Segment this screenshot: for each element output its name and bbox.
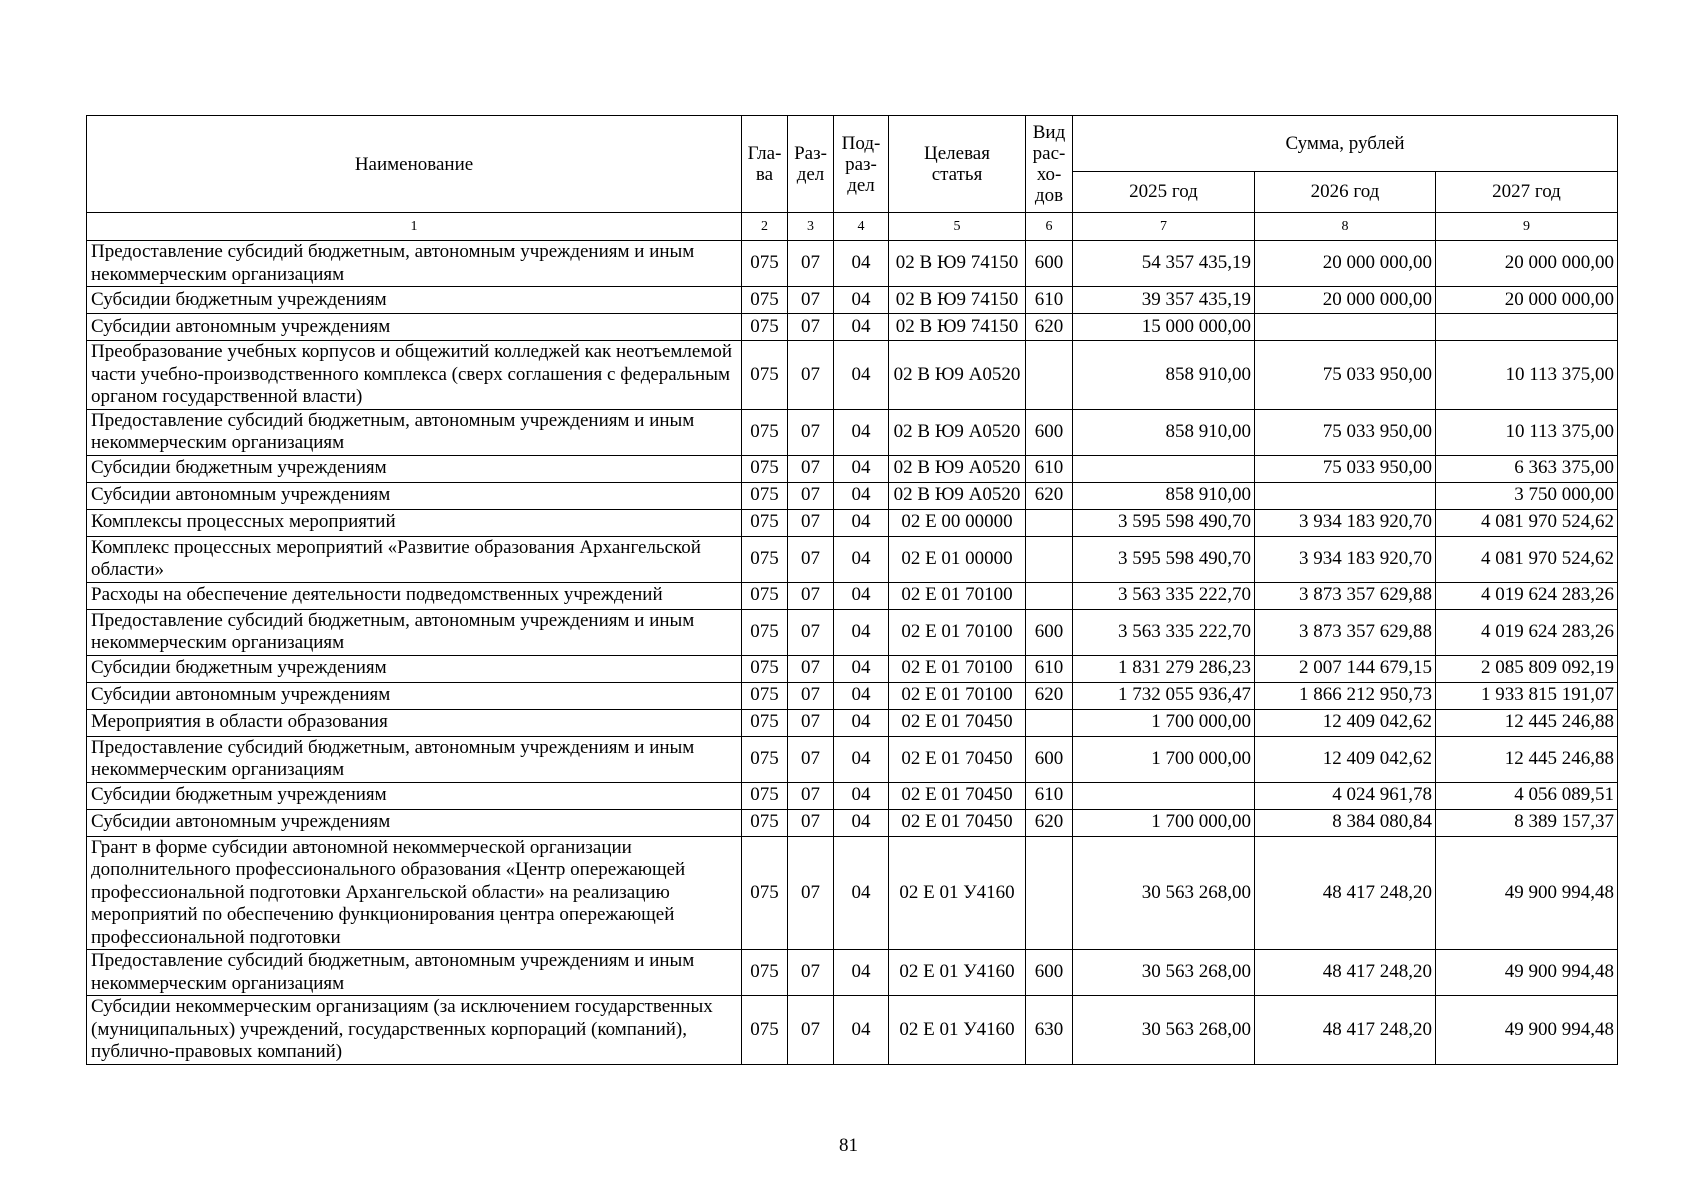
header-name: Наименование [87,116,742,213]
row-amount-2025: 30 563 268,00 [1073,996,1255,1065]
table-row [87,287,1618,314]
row-amount-2025: 1 700 000,00 [1073,736,1255,782]
row-amount-2025: 1 700 000,00 [1073,809,1255,836]
row-amount-2026 [1255,314,1436,341]
row-amount-2027: 4 019 624 283,26 [1436,582,1618,609]
column-number: 2 [742,213,788,241]
row-expense-type: 610 [1026,287,1073,314]
row-name: Субсидии автономным учреждениям [87,314,742,341]
row-amount-2027: 10 113 375,00 [1436,409,1618,455]
row-razdel: 07 [788,609,834,655]
row-amount-2027: 20 000 000,00 [1436,241,1618,287]
row-expense-type: 620 [1026,809,1073,836]
table-row [87,996,1618,1065]
row-podrazdel: 04 [834,950,889,996]
row-name: Мероприятия в области образования [87,709,742,736]
row-amount-2026: 4 024 961,78 [1255,782,1436,809]
table-row [87,609,1618,655]
row-podrazdel: 04 [834,536,889,582]
row-razdel: 07 [788,241,834,287]
row-amount-2027: 49 900 994,48 [1436,836,1618,950]
row-name: Предоставление субсидий бюджетным, автономным учреждениям и иным некоммерческим организациям [87,950,742,996]
row-amount-2026: 48 417 248,20 [1255,950,1436,996]
row-target-article: 02 В Ю9 А0520 [889,341,1026,410]
row-target-article: 02 Е 00 00000 [889,509,1026,536]
row-amount-2026: 12 409 042,62 [1255,709,1436,736]
table-row [87,455,1618,482]
row-target-article: 02 В Ю9 74150 [889,287,1026,314]
table-row [87,809,1618,836]
row-target-article: 02 Е 01 У4160 [889,836,1026,950]
header-glava: Гла- ва [742,116,788,213]
row-name: Субсидии автономным учреждениям [87,809,742,836]
row-amount-2025: 30 563 268,00 [1073,836,1255,950]
table-row [87,341,1618,410]
row-amount-2026: 1 866 212 950,73 [1255,682,1436,709]
row-amount-2026: 75 033 950,00 [1255,455,1436,482]
row-podrazdel: 04 [834,509,889,536]
row-razdel: 07 [788,809,834,836]
row-amount-2026: 3 934 183 920,70 [1255,536,1436,582]
row-razdel: 07 [788,509,834,536]
row-expense-type: 600 [1026,241,1073,287]
table-row [87,655,1618,682]
row-glava: 075 [742,482,788,509]
row-amount-2026: 48 417 248,20 [1255,996,1436,1065]
column-number: 7 [1073,213,1255,241]
table-row [87,241,1618,287]
row-target-article: 02 Е 01 70450 [889,809,1026,836]
row-amount-2025 [1073,782,1255,809]
row-podrazdel: 04 [834,287,889,314]
header-year-2026: 2026 год [1255,172,1436,213]
row-expense-type: 620 [1026,482,1073,509]
row-amount-2025: 39 357 435,19 [1073,287,1255,314]
row-name: Субсидии некоммерческим организациям (за исключением государственных (муниципальных) учреждений, государственных корпораций (компаний), публично-правовых компаний) [87,996,742,1065]
row-expense-type: 610 [1026,455,1073,482]
row-target-article: 02 В Ю9 А0520 [889,409,1026,455]
row-amount-2027: 49 900 994,48 [1436,950,1618,996]
row-amount-2026: 3 873 357 629,88 [1255,582,1436,609]
row-amount-2025: 3 595 598 490,70 [1073,509,1255,536]
row-amount-2026: 75 033 950,00 [1255,341,1436,410]
row-razdel: 07 [788,482,834,509]
row-glava: 075 [742,709,788,736]
budget-table [86,115,1618,1065]
table-row [87,409,1618,455]
row-amount-2027: 10 113 375,00 [1436,341,1618,410]
row-name: Субсидии бюджетным учреждениям [87,655,742,682]
table-row [87,836,1618,950]
row-target-article: 02 Е 01 У4160 [889,950,1026,996]
row-name: Предоставление субсидий бюджетным, автономным учреждениям и иным некоммерческим организациям [87,736,742,782]
row-expense-type: 600 [1026,736,1073,782]
row-razdel: 07 [788,536,834,582]
column-number: 9 [1436,213,1618,241]
header-target-article: Целевая статья [889,116,1026,213]
row-amount-2027: 3 750 000,00 [1436,482,1618,509]
row-name: Предоставление субсидий бюджетным, автономным учреждениям и иным некоммерческим организациям [87,241,742,287]
row-expense-type: 600 [1026,409,1073,455]
row-amount-2026: 8 384 080,84 [1255,809,1436,836]
row-target-article: 02 Е 01 70100 [889,655,1026,682]
row-podrazdel: 04 [834,996,889,1065]
header-podrazdel: Под- раз- дел [834,116,889,213]
row-expense-type [1026,536,1073,582]
row-podrazdel: 04 [834,241,889,287]
row-amount-2025: 3 563 335 222,70 [1073,609,1255,655]
row-name: Комплекс процессных мероприятий «Развитие образования Архангельской области» [87,536,742,582]
row-expense-type [1026,341,1073,410]
table-row [87,709,1618,736]
row-amount-2025: 3 563 335 222,70 [1073,582,1255,609]
row-glava: 075 [742,682,788,709]
row-podrazdel: 04 [834,409,889,455]
row-amount-2027: 4 019 624 283,26 [1436,609,1618,655]
row-expense-type: 620 [1026,314,1073,341]
row-podrazdel: 04 [834,582,889,609]
row-glava: 075 [742,287,788,314]
row-razdel: 07 [788,782,834,809]
row-expense-type: 600 [1026,609,1073,655]
row-podrazdel: 04 [834,736,889,782]
row-amount-2026: 2 007 144 679,15 [1255,655,1436,682]
row-razdel: 07 [788,836,834,950]
row-amount-2025 [1073,455,1255,482]
row-amount-2025: 858 910,00 [1073,482,1255,509]
row-razdel: 07 [788,996,834,1065]
row-amount-2027: 12 445 246,88 [1436,736,1618,782]
row-podrazdel: 04 [834,809,889,836]
header-year-2025: 2025 год [1073,172,1255,213]
header-razdel: Раз- дел [788,116,834,213]
row-podrazdel: 04 [834,836,889,950]
row-glava: 075 [742,809,788,836]
row-razdel: 07 [788,582,834,609]
row-name: Субсидии бюджетным учреждениям [87,455,742,482]
row-podrazdel: 04 [834,709,889,736]
row-amount-2025: 15 000 000,00 [1073,314,1255,341]
row-podrazdel: 04 [834,314,889,341]
row-razdel: 07 [788,314,834,341]
row-amount-2027: 4 056 089,51 [1436,782,1618,809]
table-row [87,736,1618,782]
row-glava: 075 [742,455,788,482]
row-amount-2027: 1 933 815 191,07 [1436,682,1618,709]
row-expense-type: 620 [1026,682,1073,709]
header-expense-type: Вид рас- хо- дов [1026,116,1073,213]
row-name: Расходы на обеспечение деятельности подведомственных учреждений [87,582,742,609]
row-amount-2025: 1 700 000,00 [1073,709,1255,736]
row-target-article: 02 В Ю9 74150 [889,314,1026,341]
row-target-article: 02 В Ю9 74150 [889,241,1026,287]
row-amount-2026 [1255,482,1436,509]
row-amount-2026: 12 409 042,62 [1255,736,1436,782]
row-name: Комплексы процессных мероприятий [87,509,742,536]
row-amount-2026: 20 000 000,00 [1255,241,1436,287]
table-row [87,950,1618,996]
row-target-article: 02 Е 01 70100 [889,609,1026,655]
row-razdel: 07 [788,341,834,410]
row-razdel: 07 [788,455,834,482]
row-glava: 075 [742,609,788,655]
column-number: 4 [834,213,889,241]
row-glava: 075 [742,996,788,1065]
row-amount-2025: 858 910,00 [1073,409,1255,455]
table-row [87,582,1618,609]
row-podrazdel: 04 [834,609,889,655]
table-row [87,482,1618,509]
row-razdel: 07 [788,709,834,736]
row-podrazdel: 04 [834,455,889,482]
row-razdel: 07 [788,682,834,709]
row-target-article: 02 Е 01 70450 [889,782,1026,809]
row-name: Субсидии бюджетным учреждениям [87,782,742,809]
row-amount-2027: 4 081 970 524,62 [1436,509,1618,536]
row-amount-2025: 1 732 055 936,47 [1073,682,1255,709]
row-name: Предоставление субсидий бюджетным, автономным учреждениям и иным некоммерческим организациям [87,609,742,655]
row-amount-2026: 3 873 357 629,88 [1255,609,1436,655]
column-numbers-row [87,213,1618,241]
page-number: 81 [839,1135,858,1156]
row-glava: 075 [742,536,788,582]
row-target-article: 02 Е 01 70450 [889,709,1026,736]
row-target-article: 02 В Ю9 А0520 [889,482,1026,509]
row-glava: 075 [742,950,788,996]
column-number: 1 [87,213,742,241]
table-body [87,241,1618,1065]
row-expense-type: 600 [1026,950,1073,996]
row-glava: 075 [742,409,788,455]
row-razdel: 07 [788,409,834,455]
row-podrazdel: 04 [834,482,889,509]
row-glava: 075 [742,341,788,410]
row-razdel: 07 [788,655,834,682]
header-sum: Сумма, рублей [1073,116,1618,172]
row-target-article: 02 В Ю9 А0520 [889,455,1026,482]
row-razdel: 07 [788,950,834,996]
row-amount-2026: 48 417 248,20 [1255,836,1436,950]
row-amount-2025: 858 910,00 [1073,341,1255,410]
row-expense-type [1026,709,1073,736]
row-amount-2025: 1 831 279 286,23 [1073,655,1255,682]
row-target-article: 02 Е 01 00000 [889,536,1026,582]
row-name: Субсидии автономным учреждениям [87,482,742,509]
row-glava: 075 [742,582,788,609]
row-target-article: 02 Е 01 70450 [889,736,1026,782]
row-name: Субсидии бюджетным учреждениям [87,287,742,314]
row-expense-type [1026,582,1073,609]
row-amount-2026: 20 000 000,00 [1255,287,1436,314]
row-amount-2027: 6 363 375,00 [1436,455,1618,482]
row-amount-2027: 20 000 000,00 [1436,287,1618,314]
row-razdel: 07 [788,287,834,314]
row-expense-type: 630 [1026,996,1073,1065]
row-amount-2025: 30 563 268,00 [1073,950,1255,996]
row-podrazdel: 04 [834,782,889,809]
column-number: 8 [1255,213,1436,241]
row-glava: 075 [742,736,788,782]
table-row [87,682,1618,709]
row-glava: 075 [742,782,788,809]
row-glava: 075 [742,314,788,341]
row-target-article: 02 Е 01 70100 [889,582,1026,609]
table-row [87,314,1618,341]
row-glava: 075 [742,509,788,536]
row-podrazdel: 04 [834,682,889,709]
row-amount-2026: 75 033 950,00 [1255,409,1436,455]
table-row [87,509,1618,536]
row-glava: 075 [742,655,788,682]
header-year-2027: 2027 год [1436,172,1618,213]
row-name: Предоставление субсидий бюджетным, автономным учреждениям и иным некоммерческим организациям [87,409,742,455]
row-podrazdel: 04 [834,341,889,410]
row-amount-2026: 3 934 183 920,70 [1255,509,1436,536]
row-amount-2027: 2 085 809 092,19 [1436,655,1618,682]
row-podrazdel: 04 [834,655,889,682]
row-amount-2027: 4 081 970 524,62 [1436,536,1618,582]
row-expense-type [1026,836,1073,950]
table-row [87,782,1618,809]
row-expense-type: 610 [1026,655,1073,682]
row-name: Грант в форме субсидии автономной некоммерческой организации дополнительного профессионального образования «Центр опережающей профессиональной подготовки Архангельской области» на реализацию мероприятий по обеспечению функционирования центра опережающей профессиональной подготовки [87,836,742,950]
row-name: Субсидии автономным учреждениям [87,682,742,709]
row-amount-2025: 54 357 435,19 [1073,241,1255,287]
row-amount-2025: 3 595 598 490,70 [1073,536,1255,582]
row-expense-type [1026,509,1073,536]
row-amount-2027: 12 445 246,88 [1436,709,1618,736]
column-number: 3 [788,213,834,241]
table-header [87,116,1618,241]
row-expense-type: 610 [1026,782,1073,809]
row-razdel: 07 [788,736,834,782]
row-amount-2027: 49 900 994,48 [1436,996,1618,1065]
column-number: 6 [1026,213,1073,241]
column-number: 5 [889,213,1026,241]
row-amount-2027 [1436,314,1618,341]
row-glava: 075 [742,241,788,287]
row-amount-2027: 8 389 157,37 [1436,809,1618,836]
row-glava: 075 [742,836,788,950]
row-target-article: 02 Е 01 У4160 [889,996,1026,1065]
table-row [87,536,1618,582]
row-target-article: 02 Е 01 70100 [889,682,1026,709]
row-name: Преобразование учебных корпусов и общежитий колледжей как неотъемлемой части учебно-производственного комплекса (сверх соглашения с федеральным органом государственной власти) [87,341,742,410]
